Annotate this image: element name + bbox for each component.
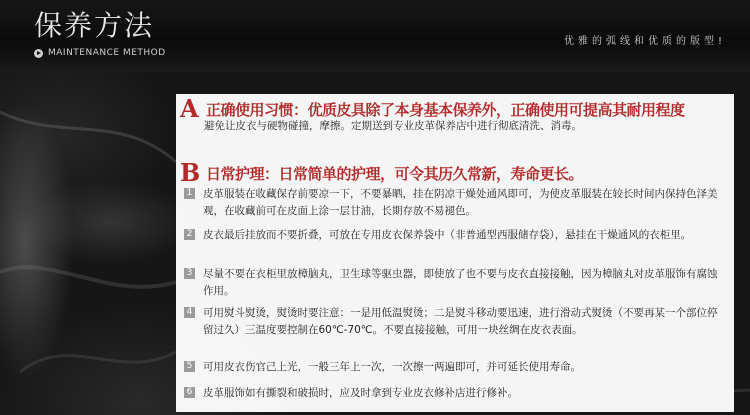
item-number: 4: [184, 307, 195, 318]
section-letter-a: A: [180, 94, 199, 123]
section-b-title: 日常护理：日常简单的护理，可令其历久常新，寿命更长。: [206, 164, 584, 183]
item-text: 皮革服饰如有撕裂和破损时，应及时拿到专业皮衣修补店进行修补。: [203, 387, 518, 399]
header-banner: [0, 0, 750, 72]
care-instructions-panel: [176, 94, 734, 412]
item-text: 皮衣最后挂放而不要折叠，可放在专用皮衣保养袋中（非普通型西服储存袋），悬挂在干燥通风的衣柜里。: [203, 229, 692, 241]
item-text: 可用皮衣伤官己上光，一般三年上一次，一次擦一两遍即可，并可延长使用寿命。: [203, 361, 581, 373]
item-text: 皮革服装在收藏保存前要凉一下，不要暴晒，挂在阴凉干燥处通风即可，为使皮革服装在较长时间内保持色泽美观，在收藏前可在皮面上涂一层甘油，长期存放不易褪色。: [203, 188, 718, 217]
list-item: [184, 186, 732, 220]
header-slogan: 优雅的弧线和优质的版型!: [563, 36, 726, 47]
list-item: [184, 359, 732, 376]
item-number: 3: [184, 268, 195, 279]
list-item: [184, 305, 732, 339]
item-number: 1: [184, 188, 195, 199]
item-number: 5: [184, 361, 195, 372]
list-item: [184, 385, 732, 402]
page-subtitle: [34, 48, 166, 58]
section-b-heading: [180, 160, 583, 186]
subtitle-text: MAINTENANCE METHOD: [48, 48, 166, 58]
section-letter-b: B: [180, 158, 201, 187]
item-text: 可用熨斗熨烫，熨烫时要注意：一是用低温熨烫；二是熨斗移动要迅速，进行滑动式熨烫（不要再某一个部位停留过久）三温度要控制在60℃-70℃。不要直接接触，可用一块丝绸在皮衣表面。: [203, 307, 718, 336]
section-a-title: 正确使用习惯：优质皮具除了本身基本保养外，正确使用可提高其耐用程度: [206, 100, 685, 119]
item-number: 6: [184, 387, 195, 398]
item-text: 尽量不要在衣柜里放樟脑丸，卫生球等驱虫器，即使放了也不要与皮衣直接接触，因为樟脑丸对皮革服饰有腐蚀作用。: [203, 268, 718, 297]
item-number: 2: [184, 229, 195, 240]
list-item: [184, 266, 732, 300]
list-item: [184, 227, 732, 244]
play-circle-icon: [34, 49, 43, 58]
page-title: 保养方法: [34, 9, 155, 42]
section-a-description: 避免让皮衣与硬物碰撞，摩擦。定期送到专业皮革保养店中进行彻底清洗、消毒。: [204, 120, 582, 132]
